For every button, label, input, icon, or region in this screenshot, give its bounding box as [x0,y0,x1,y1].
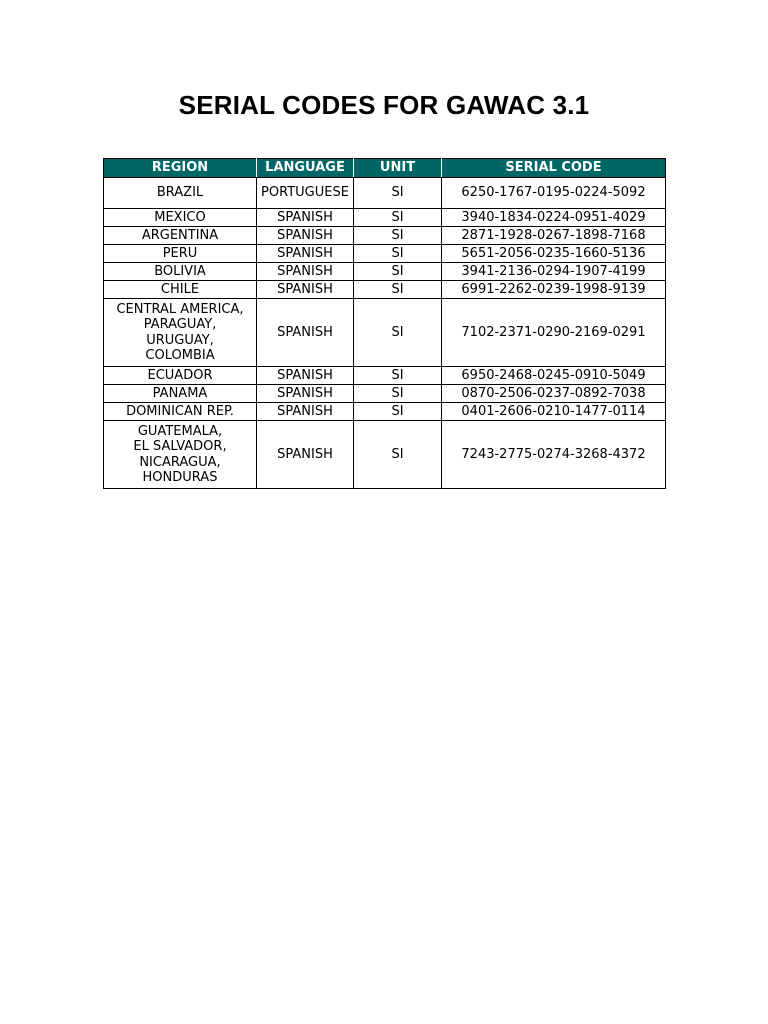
serial-code-cell: 7243-2775-0274-3268-4372 [442,421,666,489]
region-cell: ECUADOR [104,367,257,385]
language-cell: SPANISH [257,403,354,421]
region-cell: ARGENTINA [104,227,257,245]
table-row [104,227,666,245]
region-cell: CENTRAL AMERICA, PARAGUAY, URUGUAY, COLOMBIA [104,299,257,367]
serial-code-cell: 3940-1834-0224-0951-4029 [442,209,666,227]
serial-code-cell: 0401-2606-0210-1477-0114 [442,403,666,421]
region-cell: PANAMA [104,385,257,403]
language-cell: SPANISH [257,281,354,299]
region-cell: CHILE [104,281,257,299]
table-row [104,281,666,299]
region-cell: PERU [104,245,257,263]
unit-cell: SI [354,209,442,227]
column-header-region: REGION [104,159,257,178]
language-cell: SPANISH [257,245,354,263]
serial-code-cell: 6250-1767-0195-0224-5092 [442,178,666,209]
unit-cell: SI [354,421,442,489]
serial-code-cell: 5651-2056-0235-1660-5136 [442,245,666,263]
language-cell: PORTUGUESE [257,178,354,209]
language-cell: SPANISH [257,227,354,245]
column-header-unit: UNIT [354,159,442,178]
language-cell: SPANISH [257,263,354,281]
table-row [104,245,666,263]
language-cell: SPANISH [257,367,354,385]
table-header-row [104,159,666,178]
page-title: SERIAL CODES FOR GAWAC 3.1 [178,90,590,120]
region-cell: GUATEMALA, EL SALVADOR, NICARAGUA, HONDURAS [104,421,257,489]
table-row [104,299,666,367]
table-row [104,421,666,489]
unit-cell: SI [354,263,442,281]
column-header-language: LANGUAGE [257,159,354,178]
table-row [104,385,666,403]
column-header-serial-code: SERIAL CODE [442,159,666,178]
serial-code-cell: 2871-1928-0267-1898-7168 [442,227,666,245]
language-cell: SPANISH [257,421,354,489]
serial-code-cell: 0870-2506-0237-0892-7038 [442,385,666,403]
language-cell: SPANISH [257,299,354,367]
table-row [104,263,666,281]
table-row [104,403,666,421]
unit-cell: SI [354,385,442,403]
unit-cell: SI [354,403,442,421]
unit-cell: SI [354,281,442,299]
unit-cell: SI [354,367,442,385]
language-cell: SPANISH [257,385,354,403]
serial-code-cell: 6950-2468-0245-0910-5049 [442,367,666,385]
table-row [104,178,666,209]
unit-cell: SI [354,178,442,209]
region-cell: BOLIVIA [104,263,257,281]
region-cell: MEXICO [104,209,257,227]
table-row [104,367,666,385]
unit-cell: SI [354,245,442,263]
serial-codes-table [103,158,666,489]
region-cell: DOMINICAN REP. [104,403,257,421]
language-cell: SPANISH [257,209,354,227]
table-row [104,209,666,227]
serial-code-cell: 7102-2371-0290-2169-0291 [442,299,666,367]
unit-cell: SI [354,299,442,367]
serial-code-cell: 6991-2262-0239-1998-9139 [442,281,666,299]
region-cell: BRAZIL [104,178,257,209]
serial-code-cell: 3941-2136-0294-1907-4199 [442,263,666,281]
unit-cell: SI [354,227,442,245]
